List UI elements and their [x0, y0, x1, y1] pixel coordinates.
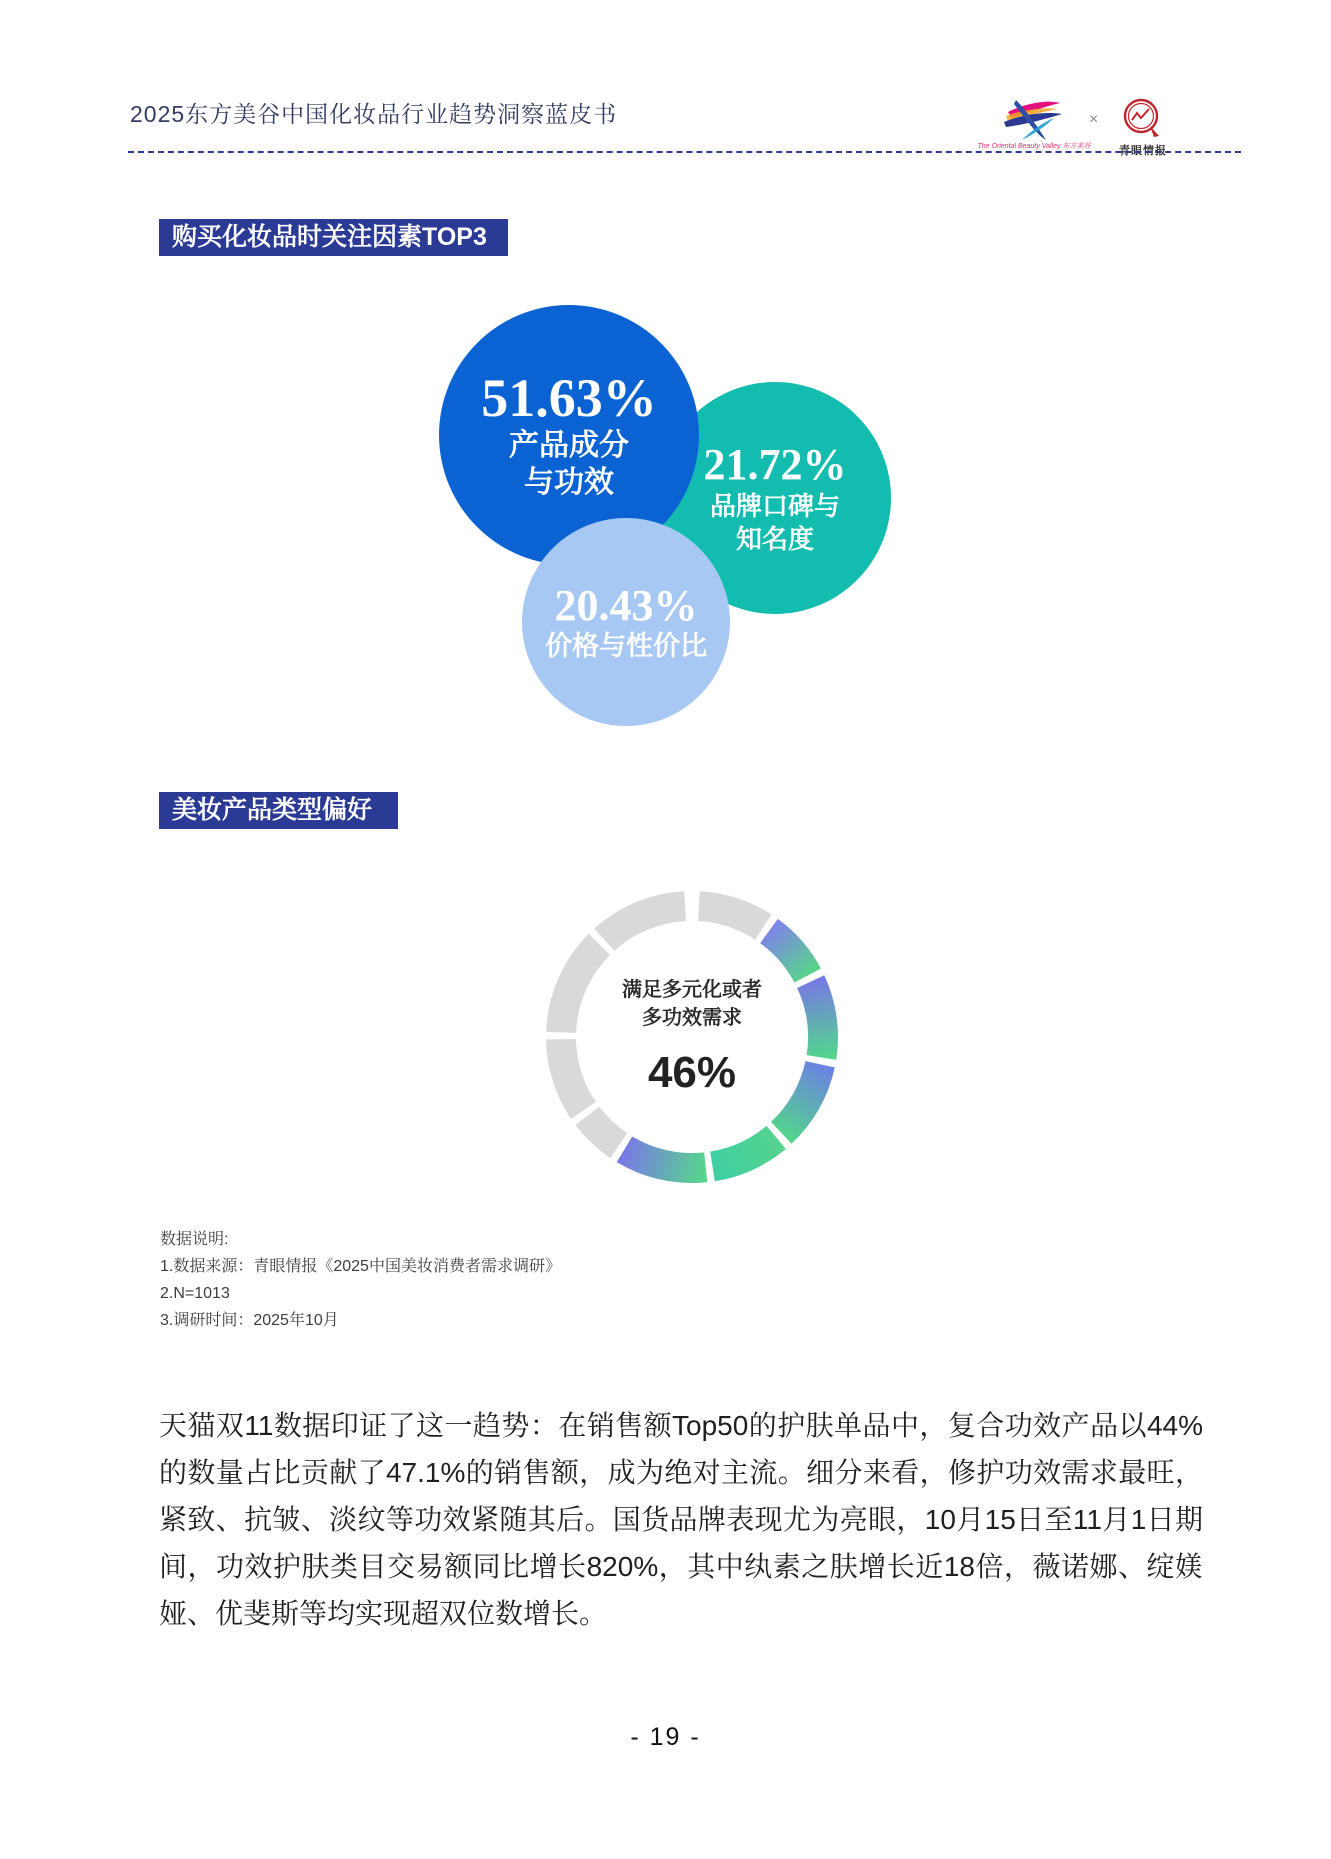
- notes-item: 3.调研时间：2025年10月: [160, 1312, 339, 1329]
- donut-center-label: [532, 877, 852, 1197]
- donut-label-line1: 满足多元化或者: [622, 979, 762, 1001]
- bubble-label-line1: 产品成分: [509, 429, 629, 462]
- notes-heading: 数据说明:: [160, 1231, 229, 1248]
- bubble-value: 21.72%: [703, 440, 847, 489]
- donut-value: 46%: [647, 1048, 737, 1097]
- section-title-factors: 购买化妆品时关注因素TOP3: [159, 219, 508, 256]
- notes-item: 1.数据来源：青眼情报《2025中国美妆消费者需求调研》: [160, 1258, 561, 1275]
- donut-label-line2: 多功效需求: [642, 1007, 742, 1029]
- q-ring-outer: [1125, 100, 1157, 132]
- report-title: 2025东方美谷中国化妆品行业趋势洞察蓝皮书: [130, 101, 618, 127]
- oriental-beauty-valley-logo-icon: [1002, 98, 1064, 142]
- data-notes: [160, 1226, 561, 1334]
- q-trend-line: [1132, 109, 1149, 120]
- body-paragraph: 天猫双11数据印证了这一趋势：在销售额Top50的护肤单品中，复合功效产品以44%的数量占比贡献了47.1%的销售额，成为绝对主流。细分来看，修护功效需求最旺，紧致、抗皱、淡纹等功效紧随其后。国货品牌表现尤为亮眼，10月15日至11月1日期间，功效护肤类目交易额同比增长820%，其中纨素之肤增长近18倍，薇诺娜、绽媄娅、优斐斯等均实现超双位数增长。: [159, 1410, 1203, 1629]
- donut-chart: [532, 877, 852, 1197]
- bubble-label-line2: 知名度: [735, 524, 814, 554]
- page-number: - 19 -: [630, 1723, 701, 1751]
- q-ring-inner: [1129, 104, 1154, 129]
- notes-item: 2.N=1013: [160, 1285, 230, 1302]
- section-title-preference: 美妆产品类型偏好: [159, 792, 398, 829]
- logo-separator: ×: [1089, 111, 1099, 128]
- bubble-value: 51.63%: [481, 368, 657, 428]
- bubble-label-line1: 价格与性价比: [545, 630, 707, 661]
- qingyan-logo-icon: [1118, 95, 1166, 143]
- header-divider: [128, 151, 1241, 153]
- bubble-label-line1: 品牌口碑与: [709, 491, 840, 521]
- q-tail: [1150, 126, 1159, 137]
- bubble-label-line2: 与功效: [524, 466, 614, 499]
- oriental-beauty-valley-caption: The Oriental Beauty Valley 东方美谷: [977, 143, 1091, 150]
- bubble-price-value: [522, 518, 730, 726]
- bubble-value: 20.43%: [554, 580, 698, 630]
- qingyan-caption: 青眼情报: [1119, 145, 1167, 157]
